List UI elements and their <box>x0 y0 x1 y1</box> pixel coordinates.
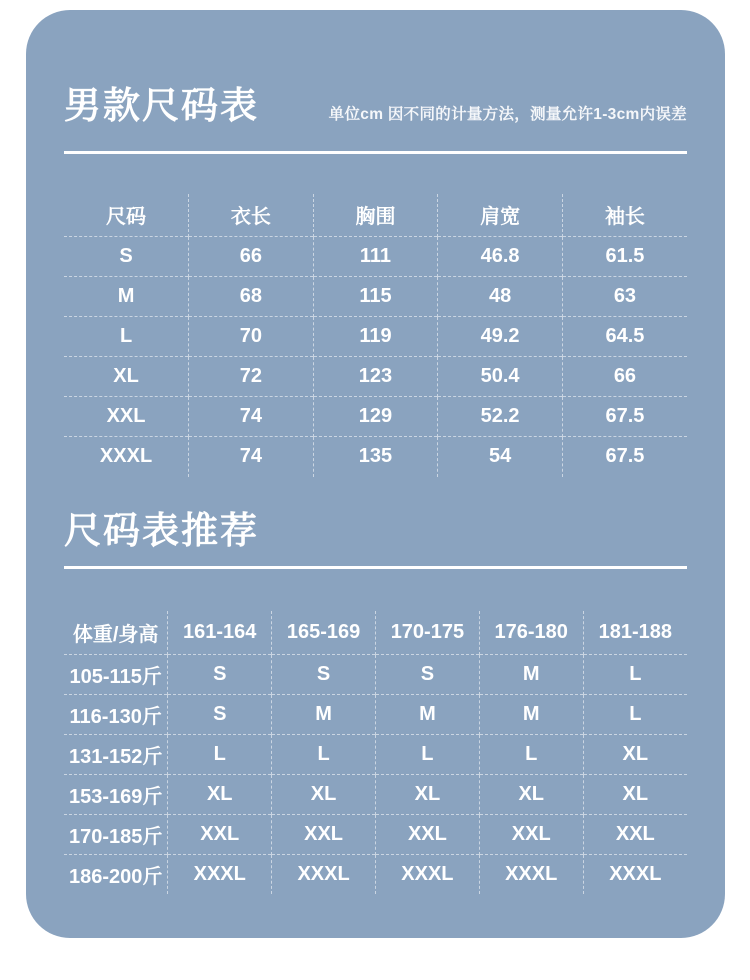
table-cell: M <box>479 694 583 734</box>
table-cell: 61.5 <box>562 237 687 277</box>
column-header-cell: 165-169 <box>272 611 376 654</box>
column-header-cell: 袖长 <box>604 206 645 229</box>
size-chart-card <box>26 10 725 938</box>
size-recommendation-table <box>64 611 687 894</box>
table-cell: XXL <box>64 397 189 437</box>
header-row <box>64 611 687 654</box>
table-cell: S <box>375 654 479 694</box>
table-cell: S <box>168 694 272 734</box>
table-cell: L <box>64 317 189 357</box>
table-cell: XXL <box>479 814 583 854</box>
table-row <box>64 397 687 437</box>
size-recommendation-title: 尺码表推荐 <box>64 509 259 551</box>
table-cell: M <box>64 277 189 317</box>
table-cell: XXL <box>168 814 272 854</box>
column-header-cell: 体重/身高 <box>64 611 168 654</box>
table-cell: 66 <box>562 357 687 397</box>
recommend-section-header <box>64 511 687 570</box>
column-header-cell: 胸围 <box>313 194 438 237</box>
table-row <box>64 237 687 277</box>
table-cell: M <box>479 654 583 694</box>
column-header-cell: 肩宽 <box>438 194 563 237</box>
table-row <box>64 854 687 894</box>
table-row <box>64 814 687 854</box>
table-cell: L <box>168 734 272 774</box>
table-cell: XL <box>272 774 376 814</box>
column-header-cell: 尺码 <box>64 194 189 237</box>
table-cell: 186-200斤 <box>64 854 168 894</box>
table-cell: 67.5 <box>562 437 687 477</box>
table-cell: XXL <box>375 814 479 854</box>
table-row <box>64 437 687 477</box>
mens-size-table <box>64 194 687 477</box>
table-cell: 129 <box>313 397 438 437</box>
table-cell: 116-130斤 <box>64 694 168 734</box>
table-cell: L <box>272 734 376 774</box>
column-header-cell: 176-180 <box>479 611 583 654</box>
mens-section-header <box>64 86 687 154</box>
table-cell: L <box>479 734 583 774</box>
table-cell: XXXL <box>375 854 479 894</box>
table-cell: 50.4 <box>438 357 563 397</box>
table-row <box>64 654 687 694</box>
table-cell: 52.2 <box>438 397 563 437</box>
table-cell: 153-169斤 <box>64 774 168 814</box>
table-cell: XL <box>375 774 479 814</box>
table-cell: M <box>375 694 479 734</box>
table-cell: XXXL <box>583 854 687 894</box>
table-cell: 74 <box>189 437 314 477</box>
table-cell: 46.8 <box>438 237 563 277</box>
table-cell: M <box>272 694 376 734</box>
table-cell: 123 <box>313 357 438 397</box>
table-row <box>64 277 687 317</box>
table-cell: S <box>168 654 272 694</box>
table-cell: 119 <box>313 317 438 357</box>
table-row <box>64 774 687 814</box>
column-header-cell: 161-164 <box>168 611 272 654</box>
table-cell: XL <box>479 774 583 814</box>
table-cell: 67.5 <box>562 397 687 437</box>
table-cell: XXL <box>272 814 376 854</box>
table-cell: XXXL <box>64 437 189 477</box>
table-cell: L <box>583 654 687 694</box>
table-cell: XXXL <box>479 854 583 894</box>
table-cell: XXXL <box>168 854 272 894</box>
measurement-tolerance-note: 单位cm 因不同的计量方法，测量允许1-3cm内误差 <box>328 105 687 123</box>
column-header-cell: 衣长 <box>189 194 314 237</box>
table-cell: 68 <box>189 277 314 317</box>
column-header-cell: 170-175 <box>375 611 479 654</box>
header-row <box>64 194 687 237</box>
table-cell: 170-185斤 <box>64 814 168 854</box>
table-cell: 131-152斤 <box>64 734 168 774</box>
table-cell: S <box>272 654 376 694</box>
table-cell: 49.2 <box>438 317 563 357</box>
table-cell: 54 <box>438 437 563 477</box>
table-cell: S <box>64 237 189 277</box>
table-cell: XL <box>583 734 687 774</box>
table-cell: 72 <box>189 357 314 397</box>
table-cell: 115 <box>313 277 438 317</box>
table-cell: L <box>375 734 479 774</box>
table-row <box>64 357 687 397</box>
table-cell: L <box>583 694 687 734</box>
table-cell: XXL <box>583 814 687 854</box>
column-header-cell: 181-188 <box>598 621 673 644</box>
table-cell: 48 <box>438 277 563 317</box>
table-cell: 64.5 <box>562 317 687 357</box>
table-cell: 70 <box>189 317 314 357</box>
table-row <box>64 734 687 774</box>
table-cell: XL <box>168 774 272 814</box>
table-cell: 111 <box>313 237 438 277</box>
table-cell: XL <box>64 357 189 397</box>
table-row <box>64 317 687 357</box>
table-cell: XL <box>583 774 687 814</box>
table-cell: 135 <box>313 437 438 477</box>
table-cell: 66 <box>189 237 314 277</box>
table-row <box>64 694 687 734</box>
mens-size-chart-title: 男款尺码表 <box>64 85 259 126</box>
table-cell: 105-115斤 <box>64 654 168 694</box>
table-cell: XXXL <box>272 854 376 894</box>
table-cell: 74 <box>189 397 314 437</box>
table-cell: 63 <box>562 277 687 317</box>
